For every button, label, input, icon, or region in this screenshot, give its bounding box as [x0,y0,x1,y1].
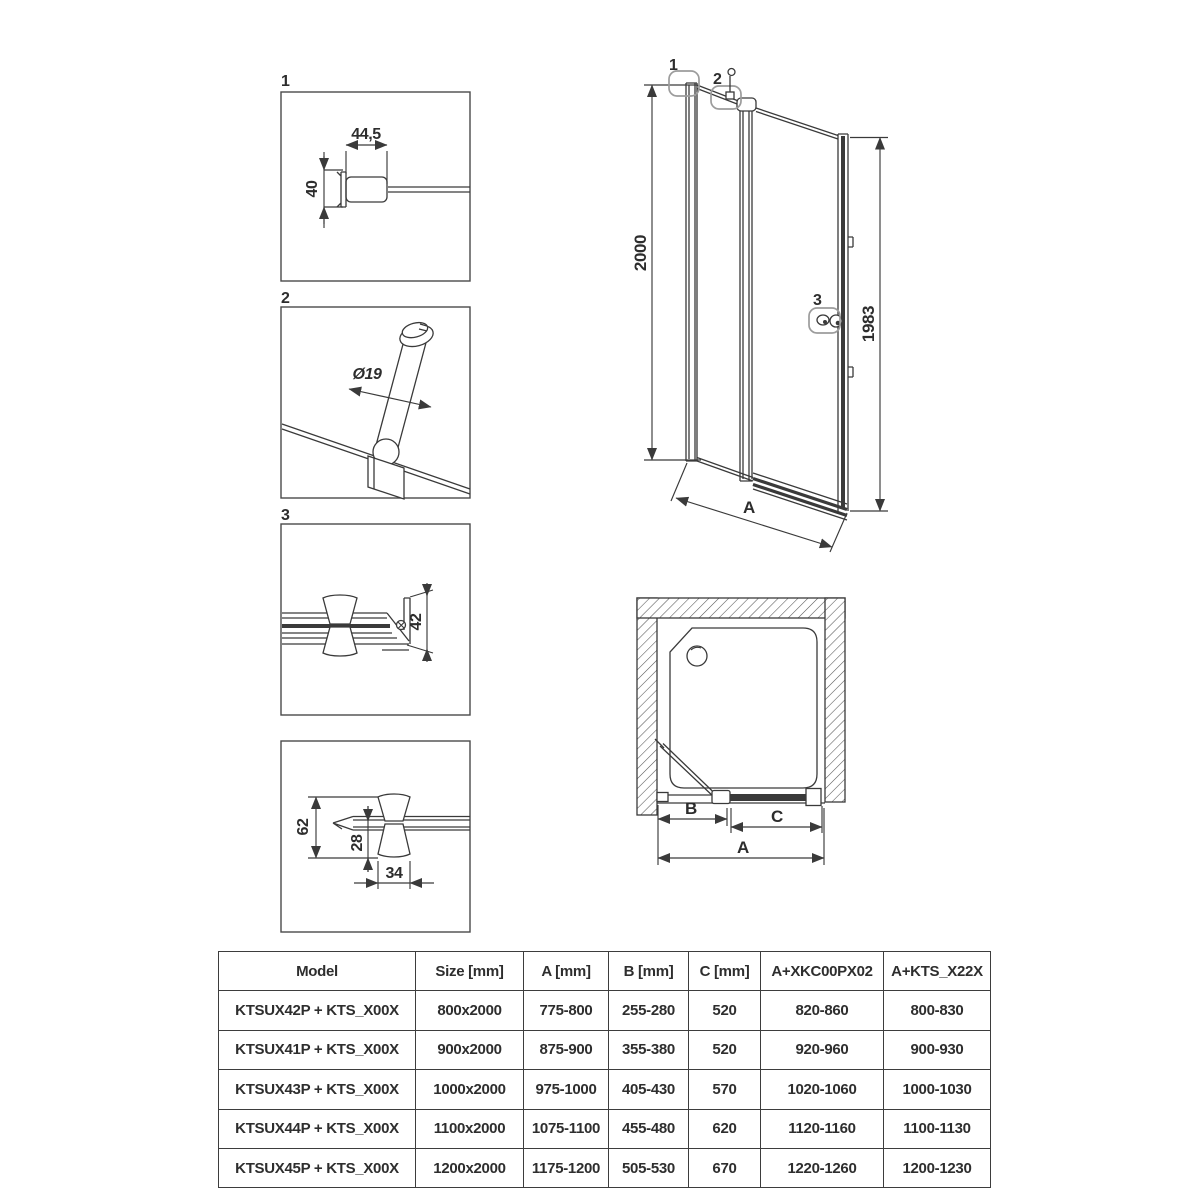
door-glass-top-edge [756,108,838,139]
plan-view [637,598,845,865]
cell-model: KTSUX42P + KTS_X00X [219,991,416,1030]
detail-4-total-height-dim: 62 [295,818,312,836]
cell-b: 355-380 [609,1030,689,1069]
cell-size: 800x2000 [416,991,524,1030]
detail-box-3-profile-knob [281,507,470,715]
cell-b: 255-280 [609,991,689,1030]
cell-a-ext2: 900-930 [884,1030,991,1069]
table-row [219,1109,991,1148]
header-model: Model [219,952,416,991]
knob-bottom-half [323,627,357,656]
cell-a: 875-900 [524,1030,609,1069]
table-row [219,991,991,1030]
wall-bracket-ticks [848,237,853,377]
wall-bracket-plan-right [806,789,821,806]
elevation-width-dim: A [743,498,755,517]
elevation-glass-height-dim: 1983 [859,305,878,343]
cell-a-ext1: 1120-1160 [761,1109,884,1148]
support-bar-pin-eye [728,69,735,76]
detail-box-1-wall-profile [281,73,470,281]
cell-model: KTSUX44P + KTS_X00X [219,1109,416,1148]
detail-3-frame [281,524,470,715]
cell-a-ext1: 1020-1060 [761,1070,884,1109]
header-size: Size [mm] [416,952,524,991]
cell-model: KTSUX45P + KTS_X00X [219,1148,416,1187]
cell-b: 455-480 [609,1109,689,1148]
knob-top-half [323,595,357,624]
cell-c: 620 [689,1109,761,1148]
header-a-plus-kts-x22x: A+KTS_X22X [884,952,991,991]
glass-panel-line [388,187,470,192]
wall-profile-gasket [337,172,346,207]
table-row [219,1148,991,1187]
detail-4-width-dim: 34 [385,865,403,882]
header-c: C [mm] [689,952,761,991]
support-bar-body [375,333,427,455]
cell-c: 670 [689,1148,761,1187]
detail-box-2-support-bar [281,290,470,499]
cell-size: 900x2000 [416,1030,524,1069]
cell-c: 520 [689,991,761,1030]
detail-1-width-dim: 44,5 [351,126,381,143]
cell-c: 520 [689,1030,761,1069]
table-row [219,1070,991,1109]
shower-tray [670,628,817,788]
left-wall-hatched [637,598,657,815]
detail-1-height-dim: 40 [304,180,321,198]
table-row [219,1030,991,1069]
plan-fixed-width-dim: C [771,807,783,826]
detail-3-height-dim: 42 [408,613,425,631]
cell-a: 1175-1200 [524,1148,609,1187]
callout-3-knob-dot [823,320,827,324]
cell-size: 1200x2000 [416,1148,524,1187]
spec-table-container [218,951,991,1188]
detail-1-callout-label: 1 [281,73,290,90]
knob-bottom-half [378,824,410,857]
hinge-profile [740,111,752,481]
wall-profile-plan-left [657,793,668,802]
cell-size: 1000x2000 [416,1070,524,1109]
fixed-panel-bottom-edge [697,458,753,482]
fixed-panel-plan [730,794,818,801]
cell-a-ext1: 820-860 [761,991,884,1030]
wall-profile-section [346,177,387,202]
callout-3-knob-sketch [817,315,829,325]
cell-a-ext2: 800-830 [884,991,991,1030]
support-bar-pin-nut [726,92,734,99]
cell-a: 775-800 [524,991,609,1030]
elevation-view [631,57,888,552]
hinge-block-plan [712,791,730,804]
cell-a: 1075-1100 [524,1109,609,1148]
elevation-callout-2: 2 [713,71,722,88]
cell-b: 505-530 [609,1148,689,1187]
header-a-plus-xkc00px02: A+XKC00PX02 [761,952,884,991]
detail-3-callout-label: 3 [281,507,290,524]
detail-2-diameter-dim: Ø19 [352,366,382,383]
plan-door-width-dim: B [685,799,697,818]
cell-a-ext2: 1000-1030 [884,1070,991,1109]
threshold-strip [753,479,847,516]
cell-b: 405-430 [609,1070,689,1109]
wall-profile [686,83,697,461]
cell-a-ext2: 1200-1230 [884,1148,991,1187]
elevation-callout-3: 3 [813,292,822,309]
header-b: B [mm] [609,952,689,991]
cell-a-ext2: 1100-1130 [884,1109,991,1148]
detail-4-frame [281,741,470,932]
cell-model: KTSUX41P + KTS_X00X [219,1030,416,1069]
detail-4-offset-dim: 28 [349,834,366,852]
right-wall-hatched [825,598,845,802]
plan-total-width-dim: A [737,838,749,857]
cell-a-ext1: 920-960 [761,1030,884,1069]
cell-c: 570 [689,1070,761,1109]
spec-table-header-row [219,952,991,991]
cell-size: 1100x2000 [416,1109,524,1148]
spec-table [218,951,991,1188]
elevation-total-height-dim: 2000 [631,234,650,272]
cell-a: 975-1000 [524,1070,609,1109]
back-wall-hatched [637,598,845,618]
elevation-callout-1: 1 [669,57,678,74]
header-a: A [mm] [524,952,609,991]
detail-2-callout-label: 2 [281,290,290,307]
detail-box-4-knob-side [281,741,470,932]
cell-model: KTSUX43P + KTS_X00X [219,1070,416,1109]
cell-a-ext1: 1220-1260 [761,1148,884,1187]
